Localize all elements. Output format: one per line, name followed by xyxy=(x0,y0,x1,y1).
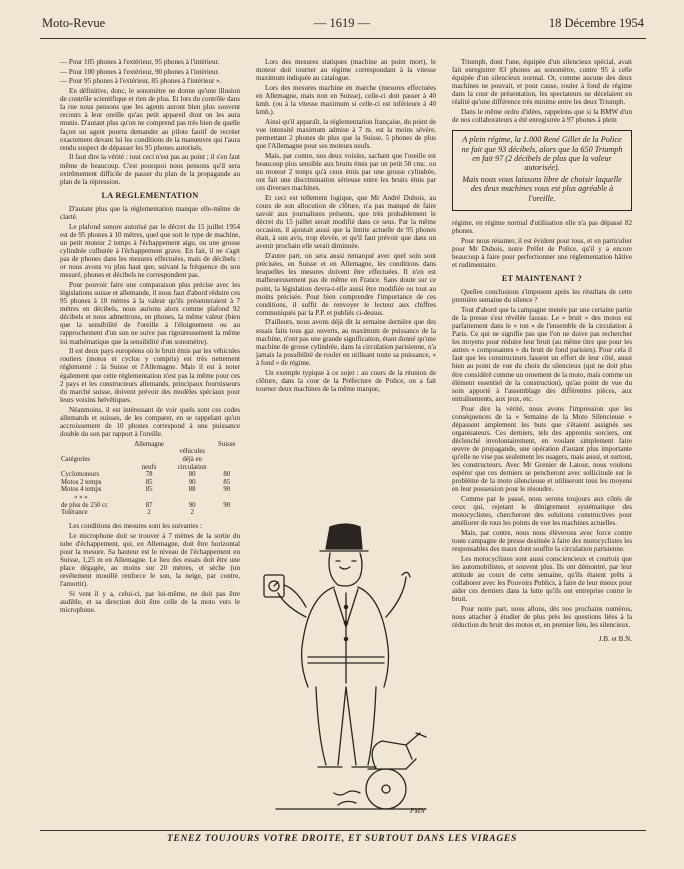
callout-text: Mais nous vous laissons libre de choisir laquelle des deux machines vous est plus agréable à l'oreille. xyxy=(462,175,622,203)
list-item: — Pour 105 phones à l'extérieur, 95 phones à l'intérieur. xyxy=(60,58,220,66)
paragraph: Tout d'abord que la campagne menée par une certaine partie de la presse s'est révélée fausse. Le « bruit » des motos est parfaitement dans le « ton » de l'ensemble de la circulation à Paris. Ce qui ne signifie pas que l'on ne doive pas rechercher les moyens pour réduire leur bruit (au même titre que pour les autres « composantes » du bruit de fond parisien). Pour cela il faut que les constructeurs fassent un effort de leur côté, aussi bien au point de vue du choix du silencieux (qui ne doit plus être considéré comme un ornement de la moto, mais comme un élément essentiel de la construction), qu'au point de vue du soin apporté à l'assemblage des différentes pièces, aux entraînements, aux jeux, etc. xyxy=(452,305,632,403)
paragraph: Les motocyclistes sont aussi consciencieux et courtois que les automobilistes, et souvent plus. Ils ont démontré, par leur attitude au cours de cette semaine, qu'ils étaient prêts à collaborer avec les Pouvoirs Publics, à faire de leur mieux pour aider ces derniers dans la lutte qu'ils ont entreprise contre le bruit. xyxy=(452,554,632,604)
table-cell: 80 xyxy=(223,471,231,479)
table-cell: Motos 2 temps xyxy=(61,478,102,486)
table-row xyxy=(60,502,240,510)
paragraph: Pour dire la vérité, nous avons l'impression que les conséquences de la « Semaine de la Moto Silencieuse » dépassent amplement les buts que s'étaient assignés ses organisateurs. Ces derniers, tels des apprentis sorciers, ont déclenché involontairement, en voulant simplement faire œuvre de propagande, une opération d'autant plus importante qu'elle ne vise pas seulement les usagers, mais aussi, et surtout, les constructeurs. Avec Mr Grenier de Latour, nous voulons espérer que ces derniers se pencheront avec sollicitude sur le problème de la moto silencieuse et utiliseront tous les moyens en leur possession pour le résoudre. xyxy=(452,404,632,494)
author-signature: J.B. et B.N. xyxy=(598,635,632,644)
paragraph: Quelles conclusions s'imposent après les résultats de cette première semaine du silence ? xyxy=(452,288,632,305)
issue-date: 18 Décembre 1954 xyxy=(548,16,644,30)
table-cell: 90 xyxy=(223,486,231,494)
paragraph: Si vent il y a, celui-ci, par lui-même, ne doit pas être audible, et sa direction doit être celle de la moto vers le microphone. xyxy=(60,589,240,614)
table-cell xyxy=(127,494,171,502)
paragraph: Il est deux pays européens où le bruit émis par les véhicules routiers (motos et cyclos y compris) est très nettement réglementé : la Suisse et l'Allemagne. Mais il est à noter également que cette réglementation n'est pas la même pour ces 2 pays et les constructeurs allemands, principaux fournisseurs du marché suisse, doivent prévoir des modèles spéciaux pour leurs voisins helvétiques. xyxy=(60,347,240,404)
table-row xyxy=(60,494,240,502)
paragraph: régime, en régime normal d'utilisation elle n'a pas dépassé 82 phones. xyxy=(452,218,632,235)
paragraph: Lors des mesures statiques (machine au point mort), le moteur doit tourner au régime correspondant à la vitesse maximum indiquée au catalogue. xyxy=(256,58,436,83)
paragraph: D'ailleurs, nous avons déjà dit la semaine dernière que des essais faits tous gaz ouverts, au maximum de puissance de la machine, n'ont pas une grande signification, étant donné qu'une machine de grosse cylindrée, dans la circulation parisienne, n'a jamais la possibilité de rouler en utilisant toute sa puissance, « à fond » de régime. xyxy=(256,318,436,367)
policeman-motorcycle-sketch xyxy=(256,497,440,822)
footer-rule xyxy=(40,830,646,831)
paragraph: Ainsi qu'il apparaît, la réglementation française, du point de vue intensité maximum admise à 7 m. est la moins sévère, permettant 2 phones de plus que la Suisse, 5 phones de plus que l'Allemagne pour ses moteurs neufs. xyxy=(256,117,436,151)
paragraph: Comme par le passé, nous serons toujours aux côtés de ceux qui, rejetant le dénigrement systématique des motocyclistes, chercheront des solutions constructives pour améliorer de tous les points de vue les machines actuelles. xyxy=(452,495,632,528)
paragraph: Mais, par contre, nous nous élèverons avec force contre toute campagne de presse destinée à faire des motocyclistes les responsables des maux dont souffre la circulation parisienne. xyxy=(452,529,632,554)
table-header: Suisse xyxy=(218,440,236,448)
paragraph: Pour nous résumer, il est évident pour tous, et en particulier pour Mr Dubois, notre Préfet de Police, qu'il y a encore beaucoup à faire pour perfectionner une réglementation hâtive et rudimentaire. xyxy=(452,236,632,269)
paragraph: Dans le même ordre d'idées, rappelons que si la BMW d'un de nos collaborateurs a été enregistrée à 97 phones à plein xyxy=(452,108,632,125)
section-heading-et-maintenant: ET MAINTENANT ? xyxy=(501,273,583,283)
table-cell: 85 xyxy=(145,486,153,494)
paragraph: Il faut dire la vérité : tout ceci n'est pas au point ; il s'en faut même de beaucoup. C'est pourquoi nous pensons qu'il sera extrêmement difficile de passer du plan de la propagande au plan de la répression. xyxy=(60,153,240,186)
table-cell: Cyclomoteurs xyxy=(61,471,100,479)
table-cell: 78 xyxy=(145,471,153,479)
column-3 xyxy=(452,58,632,828)
section-heading-reglementation: LA REGLEMENTATION xyxy=(101,190,199,200)
column-1 xyxy=(60,58,240,828)
paragraph: En définitive, donc, le sonomètre ne donne qu'une illusion de contrôle scientifique et rien de plus. Et lors du contrôle dans la rue nous pensons que les agents auront bien plus souvent recours à leur oreille qu'au petit appareil dont on les aura munis. D'autant plus qu'on ne comprend pas très bien de quelle façon un agent pourra demander au pilote fautif de recréer exactement devant lui les conditions de la manœuvre qui l'aura rendu suspect de dépasser les 95 phones autorisés. xyxy=(60,87,240,152)
paragraph: Triumph, dont l'une, équipée d'un silencieux spécial, avait fait enregistrer 83 phones au sonomètre, contre 95 à celle équipée d'un silencieux normal. Or, comme aucune des deux machines ne pouvait, et pour cause, rouler à fond de régime dans la cour de présentation, les spectateurs ne décelaient en réalité qu'une différence très minime entre les deux Triumph. xyxy=(452,58,632,107)
table-header: véhicules xyxy=(179,448,206,456)
list-item: — Pour 95 phones à l'extérieur, 85 phones à l'intérieur ». xyxy=(60,77,222,86)
paragraph: D'autre part, on sera aussi remarqué avec quel soin sont précisées, en Suisse et en Allemagne, les conditions dans lesquelles les mesures doivent être effectuées. Il n'en est malheureusement pas de même en France. Sans doute sur ce point, la législation devra-t-elle aussi être modifiée ou tout au moins précisée. Pour bien comprendre l'importance de ces conditions, il suffit de renvoyer le lecteur aux chiffres communiqués par la P.P. et publiés ci-dessus. xyxy=(256,252,436,317)
paragraph: Néanmoins, il est intéressant de voir quels sont ces codes allemands et suisses, de les comparer, en se rappelant qu'un accroissement de 10 phones correspond à une puissance double du son par rapport à l'oreille. xyxy=(60,405,240,438)
table-cell: 2 xyxy=(190,509,194,517)
table-row xyxy=(60,509,240,517)
table-cell: 85 xyxy=(223,478,231,486)
table-cell: 85 xyxy=(145,478,153,486)
list-item: — Pour 100 phones à l'extérieur, 90 phones à l'intérieur. xyxy=(60,67,220,76)
table-header: neufs xyxy=(141,463,157,471)
table-header: Allemagne xyxy=(134,440,165,448)
table-cell: Tolérance xyxy=(61,509,88,517)
table-cell xyxy=(213,509,240,517)
footer-slogan: TENEZ TOUJOURS VOTRE DROITE, ET SURTOUT DANS LES VIRAGES xyxy=(167,834,517,844)
header-rule xyxy=(40,38,646,39)
table-row xyxy=(60,486,240,494)
table-header: déjà en xyxy=(182,456,202,464)
paragraph: Un exemple typique à ce sujet : au cours de la réunion de clôture, dans la cour de la Préfecture de Police, on a fait tourner deux machines de la même marque, xyxy=(256,368,436,393)
table-cell: Motos 4 temps xyxy=(61,486,102,494)
table-cell: 2 xyxy=(147,509,151,517)
table-cell: 80 xyxy=(188,471,196,479)
table-cell: 90 xyxy=(223,501,231,509)
callout-box xyxy=(452,130,632,210)
table-cell: 90 xyxy=(188,478,196,486)
noise-limits-table xyxy=(60,441,240,517)
page-number: — 1619 — xyxy=(313,16,371,30)
paragraph: Mais, par contre, nos deux voisins, sachant que l'oreille est beaucoup plus sensible aux bruits émis par un petit 50 cmc. ou un moteur 2 temps qu'à ceux émis par une grosse cylindrée, ont fait une discrimination sérieuse entre les bruits émis par ces diverses machines. xyxy=(256,151,436,193)
table-row xyxy=(60,471,240,479)
callout-text: A plein régime, la 1.000 René Gillet de la Police ne fait que 93 décibels, alors que la 650 Triumph en fait 97 (2 décibels de plus que la valeur autorisée). xyxy=(461,135,623,172)
magazine-name: Moto-Revue xyxy=(42,16,106,30)
paragraph: D'autant plus que la réglementation manque elle-même de clarté. xyxy=(60,204,240,221)
table-cell: 88 xyxy=(188,486,196,494)
paragraph: Lors des mesures machine en marche (mesures effectuées en Allemagne, mais non en Suisse), celle-ci doit passer à 40 kmh. (ou à la vitesse maximum si celle-ci est inférieure à 40 kmh.). xyxy=(256,83,436,117)
table-header: circulation xyxy=(177,463,207,471)
paragraph: Et ceci est tellement logique, que Mr André Dubois, au cours de son allocution de clôture, n'a pas manqué de faire savoir aux journalistes présents, que très probablement le décret du 15 juillet serait modifié dans ce sens. Par la même occasion, il ajoutait aussi que la limite actuelle de 95 phones était, à son avis, trop élevée, et qu'il faut prévoir que dans un avenir prochain elle serait diminuée. xyxy=(256,193,436,251)
table-cell xyxy=(213,494,240,502)
table-cell: » » » xyxy=(74,494,88,502)
table-cell: 90 xyxy=(188,501,196,509)
sketch-signature: PMN xyxy=(410,807,425,815)
paragraph: Le microphone doit se trouver à 7 mètres de la sortie du tube d'échappement, qui, en Allemagne, doit être horizontal pour la mesure. Sa hauteur est le niveau de l'échappement en Suisse, 1,25 m en Allemagne. Le lieu des essais doit être une place dégagée, au moins sur 20 mètres, et sèche (un revêtement mouillé renforce le son, la neige, par contre, l'amortit). xyxy=(60,531,240,589)
column-2 xyxy=(256,58,436,498)
table-cell: 87 xyxy=(145,501,153,509)
paragraph: Pour notre part, nous allons, dès nos prochains numéros, nous attacher à étudier de plus près les questions liées à la réduction du bruit des motos et, en premier lieu, les silencieux. xyxy=(452,605,632,630)
table-cell xyxy=(171,494,214,502)
table-header: Catégories xyxy=(61,456,91,464)
paragraph: Les conditions des mesures sont les suivantes : xyxy=(69,521,202,530)
table-row xyxy=(60,479,240,487)
paragraph: Pour pouvoir faire une comparaison plus précise avec les législations suisse et allemande, il nous faut d'abord réduire ces 95 phones à 10 mètres à la valeur qu'ils présenteraient à 7 mètres en décibels, nous aurions alors comme plafond 92 décibels et nous admettrons, en phones, la même valeur (bien que la sensibilité de l'oreille à l'éloignement ou au rapprochement d'un son ne suive pas rigoureusement la même loi mathématique que la sensibilité d'un sonomètre). xyxy=(60,280,240,346)
table-cell: de plus de 250 cc xyxy=(61,501,109,509)
paragraph: Le plafond sonore autorisé par le décret du 15 juillet 1954 est de 95 phones à 10 mètres, quel que soit le type de machine, un petit moteur 2 temps à l'échappement aigu, ou une grosse cylindrée culbutée à l'échappement grave. En fait, il ne s'agit pas de phones dans les mesures effectuées, mais de décibels : or nous avons vu plus haut que, suivant la fréquence du son mesuré, phones et décibels ne correspondent pas. xyxy=(60,222,240,280)
